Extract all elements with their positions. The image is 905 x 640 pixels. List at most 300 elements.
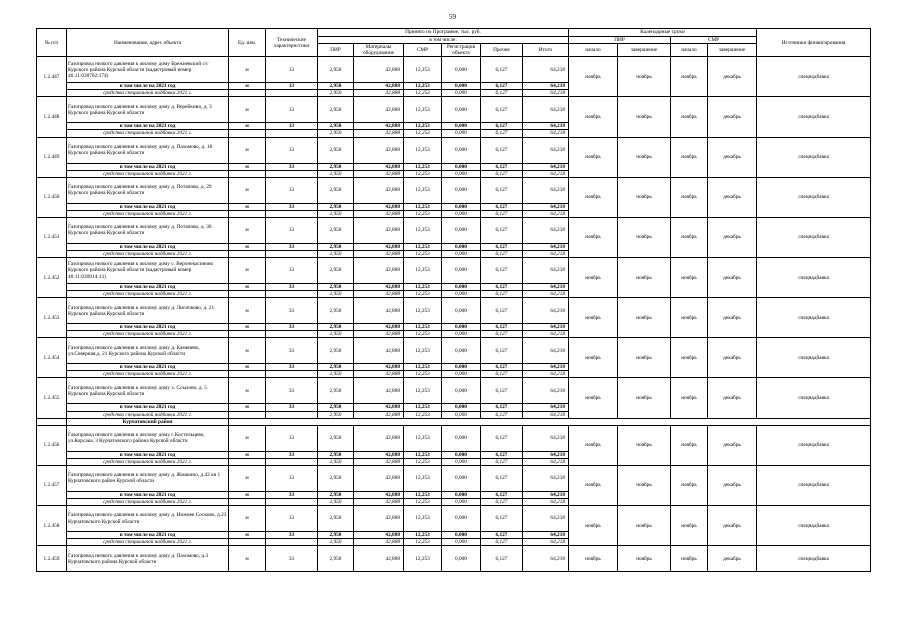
- reg-cell: 0,000: [442, 137, 481, 163]
- smr-start-cell: ноябрь: [671, 137, 708, 177]
- unit-cell: м: [229, 378, 266, 404]
- table-row: [37, 546, 871, 572]
- total-cell: 64,218: [523, 163, 569, 170]
- unit-cell: м: [229, 404, 266, 411]
- materials-cell: 42,888: [354, 210, 404, 217]
- table-row: [37, 506, 871, 532]
- unit-cell: м: [229, 97, 266, 123]
- pir-start-cell: ноябрь: [569, 425, 618, 465]
- tech-cell: 33: [266, 546, 318, 572]
- smr-cell: 12,253: [404, 97, 442, 123]
- pir-cell: 2,950: [318, 378, 354, 404]
- tech-cell: 33: [266, 532, 318, 539]
- subtotal-label: в том числе на 2021 год: [67, 163, 229, 170]
- reg-cell: 0,000: [442, 217, 481, 243]
- total-cell: 64,218: [523, 203, 569, 210]
- total-cell: 64,218: [523, 498, 569, 505]
- header-accepted: Принято по Программе, тыс. руб.: [318, 29, 569, 37]
- pir-cell: 2,950: [318, 210, 354, 217]
- other-cell: 6,127: [481, 338, 523, 364]
- other-cell: 6,127: [481, 90, 523, 97]
- pir-cell: 2,950: [318, 123, 354, 130]
- pir-start-cell: ноябрь: [569, 506, 618, 546]
- pir-end-cell: ноябрь: [618, 338, 671, 378]
- region-row: [37, 418, 871, 425]
- materials-cell: 42,888: [354, 364, 404, 371]
- smr-cell: 12,253: [404, 210, 442, 217]
- smr-end-cell: декабрь: [708, 97, 757, 137]
- materials-cell: 42,888: [354, 425, 404, 451]
- tech-cell: [266, 90, 318, 97]
- materials-cell: 42,888: [354, 90, 404, 97]
- smr-end-cell: декабрь: [708, 546, 757, 572]
- smr-cell: 12,253: [404, 177, 442, 203]
- smr-cell: 12,253: [404, 57, 442, 83]
- header-total: Итого: [523, 44, 569, 57]
- smr-cell: 12,253: [404, 371, 442, 378]
- other-cell: 6,127: [481, 371, 523, 378]
- smr-cell: 12,253: [404, 465, 442, 491]
- table-row: [37, 97, 871, 123]
- unit-cell: м: [229, 163, 266, 170]
- table-header: [37, 29, 871, 57]
- pir-cell: 2,950: [318, 90, 354, 97]
- unit-cell: м: [229, 123, 266, 130]
- subtotal-label: в том числе на 2021 год: [67, 324, 229, 331]
- pir-cell: 2,950: [318, 291, 354, 298]
- row-number: 1.2.457: [37, 465, 67, 505]
- unit-cell: [229, 291, 266, 298]
- pir-cell: 2,950: [318, 404, 354, 411]
- header-other: Прочие: [481, 44, 523, 57]
- header-cal-pir: ПИР: [569, 37, 671, 44]
- unit-cell: м: [229, 451, 266, 458]
- smr-cell: 12,253: [404, 532, 442, 539]
- pir-cell: 2,950: [318, 170, 354, 177]
- subtotal-label: в том числе на 2021 год: [67, 243, 229, 250]
- unit-cell: [229, 458, 266, 465]
- total-cell: 64,218: [523, 250, 569, 257]
- page-number: 59: [449, 13, 456, 21]
- pir-end-cell: ноябрь: [618, 97, 671, 137]
- other-cell: 6,127: [481, 425, 523, 451]
- total-cell: 64,218: [523, 170, 569, 177]
- smr-start-cell: ноябрь: [671, 217, 708, 257]
- pir-cell: 2,950: [318, 324, 354, 331]
- materials-cell: 42,888: [354, 284, 404, 291]
- pir-cell: 2,950: [318, 371, 354, 378]
- pir-cell: 2,950: [318, 458, 354, 465]
- tech-cell: 33: [266, 465, 318, 491]
- other-cell: 6,127: [481, 97, 523, 123]
- total-cell: 64,218: [523, 371, 569, 378]
- pir-cell: 2,950: [318, 491, 354, 498]
- unit-cell: м: [229, 203, 266, 210]
- pir-cell: 2,950: [318, 425, 354, 451]
- smr-cell: 12,253: [404, 364, 442, 371]
- pir-cell: 2,950: [318, 83, 354, 90]
- materials-cell: 42,888: [354, 465, 404, 491]
- other-cell: 6,127: [481, 506, 523, 532]
- materials-cell: 42,888: [354, 378, 404, 404]
- table-row: [37, 338, 871, 364]
- smr-cell: 12,253: [404, 123, 442, 130]
- smr-end-cell: декабрь: [708, 217, 757, 257]
- other-cell: 6,127: [481, 170, 523, 177]
- subtotal-label: в том числе на 2021 год: [67, 364, 229, 371]
- smr-cell: 12,253: [404, 250, 442, 257]
- smr-start-cell: ноябрь: [671, 338, 708, 378]
- header-incl: в том числе:: [318, 37, 569, 44]
- pir-cell: 2,950: [318, 331, 354, 338]
- materials-cell: 42,888: [354, 137, 404, 163]
- subtotal-label: средства специальной надбавки 2021 г.: [67, 250, 229, 257]
- smr-start-cell: ноябрь: [671, 97, 708, 137]
- program-table: [36, 28, 871, 572]
- reg-cell: 0,000: [442, 506, 481, 532]
- subtotal-label: в том числе на 2021 год: [67, 404, 229, 411]
- pir-cell: 2,950: [318, 258, 354, 284]
- unit-cell: м: [229, 298, 266, 324]
- subtotal-label: средства специальной надбавки 2021 г.: [67, 539, 229, 546]
- subtotal-label: средства специальной надбавки 2021 г.: [67, 291, 229, 298]
- total-cell: 64,218: [523, 57, 569, 83]
- total-cell: 64,218: [523, 404, 569, 411]
- materials-cell: 42,888: [354, 498, 404, 505]
- unit-cell: м: [229, 258, 266, 284]
- smr-end-cell: декабрь: [708, 338, 757, 378]
- smr-end-cell: декабрь: [708, 506, 757, 546]
- reg-cell: 0,000: [442, 378, 481, 404]
- header-pir: ПИР: [318, 44, 354, 57]
- smr-cell: 12,253: [404, 137, 442, 163]
- pir-cell: 2,950: [318, 177, 354, 203]
- pir-cell: 2,950: [318, 498, 354, 505]
- subtotal-label: в том числе на 2021 год: [67, 532, 229, 539]
- smr-cell: 12,253: [404, 498, 442, 505]
- total-cell: 64,218: [523, 97, 569, 123]
- pir-cell: 2,950: [318, 338, 354, 364]
- smr-end-cell: декабрь: [708, 378, 757, 418]
- tech-cell: 33: [266, 258, 318, 284]
- pir-cell: 2,950: [318, 97, 354, 123]
- other-cell: 6,127: [481, 411, 523, 418]
- tech-cell: 33: [266, 378, 318, 404]
- reg-cell: 0,000: [442, 97, 481, 123]
- source-cell: спецнадбавка: [757, 506, 871, 546]
- pir-cell: 2,950: [318, 411, 354, 418]
- object-name: Газопровод низкого давления к жилому дому д. Лисичково, д. 21 Курского района Курской области: [67, 298, 229, 324]
- object-name: Газопровод низкого давления к жилому дому д. Пахомово, д. 18 Курского района Курской области: [67, 137, 229, 163]
- unit-cell: м: [229, 217, 266, 243]
- other-cell: 6,127: [481, 465, 523, 491]
- pir-start-cell: ноябрь: [569, 57, 618, 97]
- object-name: Газопровод низкого давления к жилому дому д. Пахомово, д.3 Курчатовского района Курской области: [67, 546, 229, 572]
- region-name: Курчатовский район: [67, 418, 229, 425]
- other-cell: 6,127: [481, 57, 523, 83]
- smr-cell: 12,253: [404, 203, 442, 210]
- header-smr: СМР: [404, 44, 442, 57]
- row-number: 1.2.448: [37, 97, 67, 137]
- smr-cell: 12,253: [404, 90, 442, 97]
- total-cell: 64,218: [523, 217, 569, 243]
- subtotal-label: средства специальной надбавки 2021 г.: [67, 458, 229, 465]
- total-cell: 64,218: [523, 123, 569, 130]
- other-cell: 6,127: [481, 258, 523, 284]
- smr-cell: 12,253: [404, 411, 442, 418]
- materials-cell: 42,888: [354, 298, 404, 324]
- reg-cell: 0,000: [442, 364, 481, 371]
- other-cell: 6,127: [481, 331, 523, 338]
- total-cell: 64,218: [523, 364, 569, 371]
- header-pir-start: начало: [569, 44, 618, 57]
- row-number: 1.2.449: [37, 137, 67, 177]
- other-cell: 6,127: [481, 451, 523, 458]
- other-cell: 6,127: [481, 177, 523, 203]
- row-number: 1.2.453: [37, 298, 67, 338]
- unit-cell: [229, 411, 266, 418]
- total-cell: 64,218: [523, 137, 569, 163]
- object-name: Газопровод низкого давления к жилому дому с.Костельцево, ул.Корсака, 3 Курчатовского района Курской области: [67, 425, 229, 451]
- materials-cell: 42,888: [354, 177, 404, 203]
- header-materials: Материалы оборудование: [354, 44, 404, 57]
- materials-cell: 42,888: [354, 163, 404, 170]
- pir-end-cell: ноябрь: [618, 465, 671, 505]
- source-cell: спецнадбавка: [757, 258, 871, 298]
- total-cell: 64,218: [523, 177, 569, 203]
- subtotal-label: средства специальной надбавки 2021 г.: [67, 90, 229, 97]
- total-cell: 64,218: [523, 258, 569, 284]
- smr-cell: 12,253: [404, 217, 442, 243]
- reg-cell: 0,000: [442, 90, 481, 97]
- subtotal-label: в том числе на 2021 год: [67, 284, 229, 291]
- pir-end-cell: ноябрь: [618, 137, 671, 177]
- tech-cell: 33: [266, 425, 318, 451]
- other-cell: 6,127: [481, 163, 523, 170]
- source-cell: спецнадбавка: [757, 338, 871, 378]
- tech-cell: [266, 458, 318, 465]
- unit-cell: [229, 170, 266, 177]
- source-cell: спецнадбавка: [757, 137, 871, 177]
- tech-cell: 33: [266, 451, 318, 458]
- object-name: Газопровод низкого давления к жилому дому д. Нижнее Сосково, д.23 Курчатовского Курской области: [67, 506, 229, 532]
- tech-cell: 33: [266, 284, 318, 291]
- reg-cell: 0,000: [442, 338, 481, 364]
- reg-cell: 0,000: [442, 57, 481, 83]
- header-smr-end: завершение: [708, 44, 757, 57]
- other-cell: 6,127: [481, 364, 523, 371]
- pir-cell: 2,950: [318, 506, 354, 532]
- header-source: Источники финансирования: [757, 29, 871, 57]
- subtotal-label: в том числе на 2021 год: [67, 123, 229, 130]
- tech-cell: [266, 210, 318, 217]
- materials-cell: 42,888: [354, 458, 404, 465]
- smr-cell: 12,253: [404, 404, 442, 411]
- smr-start-cell: ноябрь: [671, 298, 708, 338]
- tech-cell: 33: [266, 177, 318, 203]
- total-cell: 64,218: [523, 532, 569, 539]
- reg-cell: 0,000: [442, 546, 481, 572]
- subtotal-label: средства специальной надбавки 2021 г.: [67, 371, 229, 378]
- other-cell: 6,127: [481, 291, 523, 298]
- header-tech: Технические характеристики: [266, 29, 318, 57]
- pir-cell: 2,950: [318, 217, 354, 243]
- reg-cell: 0,000: [442, 404, 481, 411]
- subtotal-label: средства специальной надбавки 2021 г.: [67, 331, 229, 338]
- pir-cell: 2,950: [318, 465, 354, 491]
- materials-cell: 42,888: [354, 371, 404, 378]
- pir-start-cell: ноябрь: [569, 217, 618, 257]
- header-reg: Регистрация объекта: [442, 44, 481, 57]
- reg-cell: 0,000: [442, 284, 481, 291]
- object-name: Газопровод низкого давления к жилому дому д. Каменево, ул.Северная,д. 21 Курского района Курской области: [67, 338, 229, 364]
- row-number: 1.2.452: [37, 258, 67, 298]
- materials-cell: 42,888: [354, 217, 404, 243]
- smr-cell: 12,253: [404, 83, 442, 90]
- table-row: [37, 298, 871, 324]
- unit-cell: [229, 90, 266, 97]
- smr-start-cell: ноябрь: [671, 177, 708, 217]
- other-cell: 6,127: [481, 130, 523, 137]
- header-cal-smr: СМР: [671, 37, 757, 44]
- table-row: [37, 217, 871, 243]
- unit-cell: м: [229, 506, 266, 532]
- materials-cell: 42,888: [354, 411, 404, 418]
- source-cell: спецнадбавка: [757, 298, 871, 338]
- other-cell: 6,127: [481, 532, 523, 539]
- smr-cell: 12,253: [404, 491, 442, 498]
- materials-cell: 42,888: [354, 203, 404, 210]
- pir-end-cell: ноябрь: [618, 57, 671, 97]
- pir-start-cell: ноябрь: [569, 465, 618, 505]
- smr-start-cell: ноябрь: [671, 378, 708, 418]
- materials-cell: 42,888: [354, 291, 404, 298]
- tech-cell: 33: [266, 97, 318, 123]
- unit-cell: м: [229, 491, 266, 498]
- unit-cell: м: [229, 425, 266, 451]
- object-name: Газопровод низкого давления к жилому дому с. Верхнекасиново Курского района Курской области (кадастровый номер 46:11:030914:13): [67, 258, 229, 284]
- tech-cell: [266, 250, 318, 257]
- source-cell: спецнадбавка: [757, 465, 871, 505]
- tech-cell: [266, 539, 318, 546]
- unit-cell: [229, 498, 266, 505]
- object-name: Газопровод низкого давления к жилому дому д. Верейкино, д. 3 Курского района Курской области: [67, 97, 229, 123]
- total-cell: 64,218: [523, 130, 569, 137]
- unit-cell: [229, 130, 266, 137]
- other-cell: 6,127: [481, 378, 523, 404]
- source-cell: спецнадбавка: [757, 57, 871, 97]
- object-name: Газопровод низкого давления к жилому дому х. Ссыхово, д. 5 Курского района Курской области: [67, 378, 229, 404]
- total-cell: 64,218: [523, 411, 569, 418]
- reg-cell: 0,000: [442, 331, 481, 338]
- header-calendar: Календарные сроки: [569, 29, 757, 37]
- cell-empty: [229, 418, 871, 425]
- unit-cell: м: [229, 364, 266, 371]
- subtotal-label: в том числе на 2021 год: [67, 203, 229, 210]
- smr-end-cell: декабрь: [708, 57, 757, 97]
- other-cell: 6,127: [481, 298, 523, 324]
- smr-start-cell: ноябрь: [671, 425, 708, 465]
- tech-cell: [266, 130, 318, 137]
- smr-end-cell: декабрь: [708, 465, 757, 505]
- row-number: 1.2.455: [37, 378, 67, 418]
- total-cell: 64,218: [523, 546, 569, 572]
- reg-cell: 0,000: [442, 298, 481, 324]
- smr-cell: 12,253: [404, 243, 442, 250]
- materials-cell: 42,888: [354, 491, 404, 498]
- header-pir-end: завершение: [618, 44, 671, 57]
- materials-cell: 42,888: [354, 331, 404, 338]
- row-number: 1.2.447: [37, 57, 67, 97]
- smr-end-cell: декабрь: [708, 177, 757, 217]
- subtotal-label: средства специальной надбавки 2021 г.: [67, 170, 229, 177]
- table-row: [37, 258, 871, 284]
- materials-cell: 42,888: [354, 506, 404, 532]
- unit-cell: м: [229, 338, 266, 364]
- total-cell: 64,218: [523, 378, 569, 404]
- pir-cell: 2,950: [318, 532, 354, 539]
- materials-cell: 42,888: [354, 539, 404, 546]
- tech-cell: [266, 498, 318, 505]
- materials-cell: 42,888: [354, 451, 404, 458]
- total-cell: 64,218: [523, 210, 569, 217]
- smr-cell: 12,253: [404, 258, 442, 284]
- subtotal-label: средства специальной надбавки 2021 г.: [67, 130, 229, 137]
- pir-cell: 2,950: [318, 298, 354, 324]
- row-number: 1.2.451: [37, 217, 67, 257]
- materials-cell: 42,888: [354, 97, 404, 123]
- other-cell: 6,127: [481, 284, 523, 291]
- reg-cell: 0,000: [442, 170, 481, 177]
- smr-cell: 12,253: [404, 425, 442, 451]
- tech-cell: 33: [266, 163, 318, 170]
- smr-end-cell: декабрь: [708, 258, 757, 298]
- reg-cell: 0,000: [442, 539, 481, 546]
- pir-end-cell: ноябрь: [618, 217, 671, 257]
- total-cell: 64,218: [523, 298, 569, 324]
- smr-cell: 12,253: [404, 546, 442, 572]
- tech-cell: 33: [266, 404, 318, 411]
- total-cell: 64,218: [523, 425, 569, 451]
- other-cell: 6,127: [481, 137, 523, 163]
- reg-cell: 0,000: [442, 465, 481, 491]
- tech-cell: 33: [266, 298, 318, 324]
- other-cell: 6,127: [481, 498, 523, 505]
- subtotal-label: в том числе на 2021 год: [67, 83, 229, 90]
- other-cell: 6,127: [481, 83, 523, 90]
- total-cell: 64,218: [523, 465, 569, 491]
- row-number: 1.2.459: [37, 546, 67, 572]
- other-cell: 6,127: [481, 203, 523, 210]
- pir-cell: 2,950: [318, 137, 354, 163]
- cell-empty: [37, 418, 67, 425]
- other-cell: 6,127: [481, 491, 523, 498]
- table-row: [37, 177, 871, 203]
- materials-cell: 42,888: [354, 130, 404, 137]
- tech-cell: 33: [266, 506, 318, 532]
- pir-end-cell: ноябрь: [618, 258, 671, 298]
- pir-end-cell: ноябрь: [618, 506, 671, 546]
- other-cell: 6,127: [481, 250, 523, 257]
- total-cell: 64,218: [523, 491, 569, 498]
- pir-start-cell: ноябрь: [569, 258, 618, 298]
- materials-cell: 42,888: [354, 57, 404, 83]
- tech-cell: [266, 331, 318, 338]
- smr-cell: 12,253: [404, 331, 442, 338]
- header-smr-start: начало: [671, 44, 708, 57]
- row-number: 1.2.454: [37, 338, 67, 378]
- header-unit: Ед. изм.: [229, 29, 266, 57]
